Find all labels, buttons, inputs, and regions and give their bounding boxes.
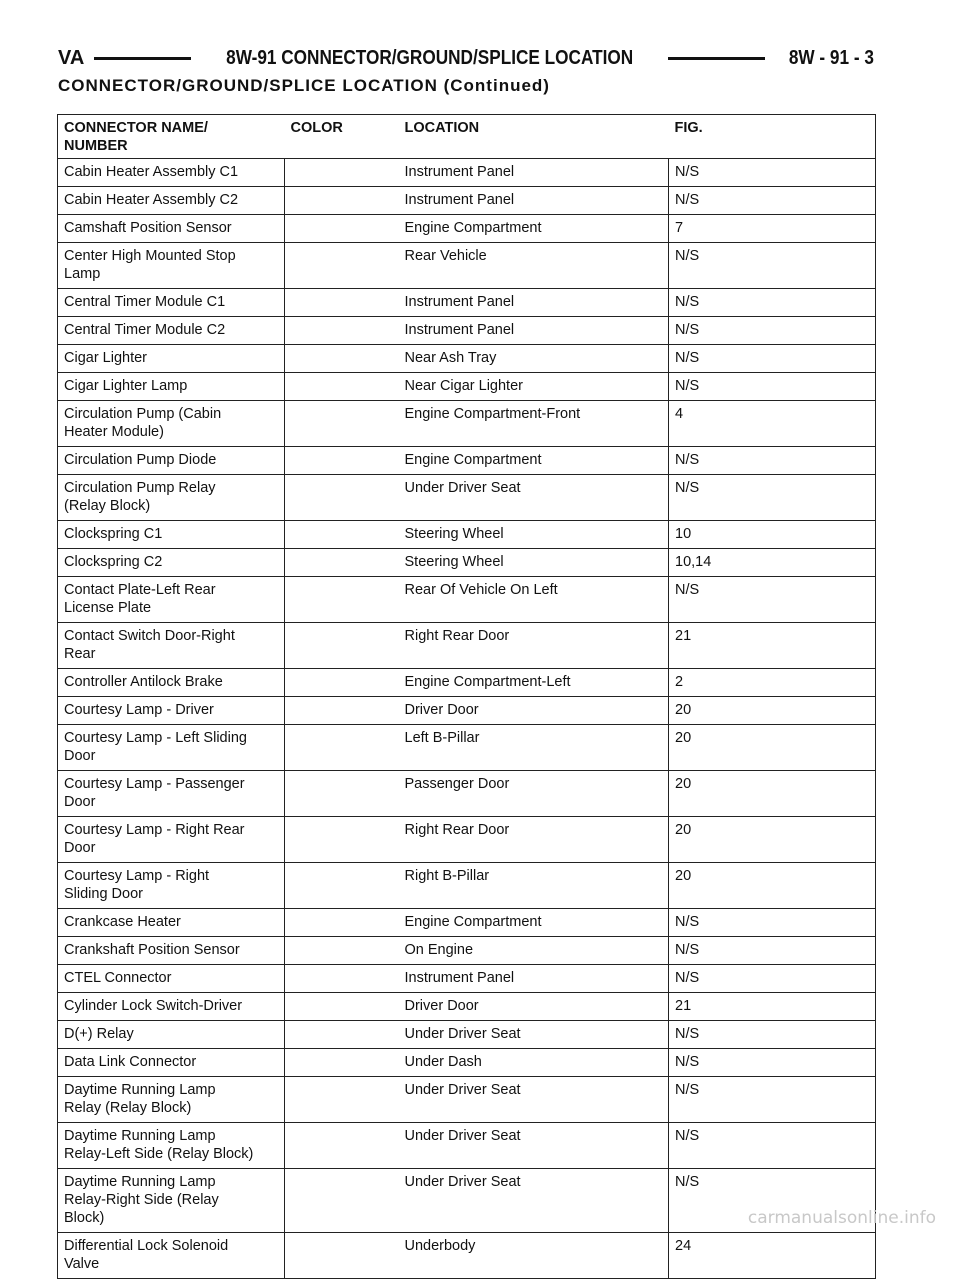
color-cell bbox=[285, 965, 399, 993]
fig-cell: 24 bbox=[669, 1233, 876, 1279]
fig-cell: N/S bbox=[669, 475, 876, 521]
connector-name-cell: Crankcase Heater bbox=[58, 909, 285, 937]
table-row bbox=[58, 1077, 876, 1123]
color-cell bbox=[285, 187, 399, 215]
location-cell: Under Driver Seat bbox=[399, 1123, 669, 1169]
fig-cell: 20 bbox=[669, 697, 876, 725]
color-cell bbox=[285, 475, 399, 521]
table-row bbox=[58, 771, 876, 817]
color-cell bbox=[285, 1233, 399, 1279]
header-section-code: VA bbox=[58, 46, 85, 69]
table-row bbox=[58, 1049, 876, 1077]
color-cell bbox=[285, 401, 399, 447]
fig-cell: 10 bbox=[669, 521, 876, 549]
connector-name-cell: Camshaft Position Sensor bbox=[58, 215, 285, 243]
color-cell bbox=[285, 1077, 399, 1123]
header-rule-left bbox=[94, 57, 191, 60]
location-cell: Steering Wheel bbox=[399, 521, 669, 549]
table-row bbox=[58, 1021, 876, 1049]
fig-cell: N/S bbox=[669, 1021, 876, 1049]
header-title: 8W-91 CONNECTOR/GROUND/SPLICE LOCATION bbox=[226, 46, 634, 69]
table-row bbox=[58, 817, 876, 863]
fig-cell: 21 bbox=[669, 623, 876, 669]
fig-cell: 2 bbox=[669, 669, 876, 697]
location-cell: Near Cigar Lighter bbox=[399, 373, 669, 401]
fig-cell: 21 bbox=[669, 993, 876, 1021]
header-rule-right bbox=[668, 57, 765, 60]
table-row bbox=[58, 669, 876, 697]
table-row bbox=[58, 993, 876, 1021]
connector-name-cell: Differential Lock Solenoid Valve bbox=[58, 1233, 285, 1279]
table-row bbox=[58, 159, 876, 187]
connector-location-table bbox=[57, 114, 876, 1279]
location-cell: Left B-Pillar bbox=[399, 725, 669, 771]
table-row bbox=[58, 401, 876, 447]
table-row bbox=[58, 725, 876, 771]
connector-name-cell: Central Timer Module C1 bbox=[58, 289, 285, 317]
table-row bbox=[58, 1233, 876, 1279]
location-cell: Engine Compartment bbox=[399, 909, 669, 937]
fig-cell: N/S bbox=[669, 373, 876, 401]
location-cell: Instrument Panel bbox=[399, 187, 669, 215]
connector-name-cell: Contact Plate-Left Rear License Plate bbox=[58, 577, 285, 623]
color-cell bbox=[285, 1049, 399, 1077]
location-cell: Under Driver Seat bbox=[399, 475, 669, 521]
connector-name-cell: Circulation Pump Diode bbox=[58, 447, 285, 475]
color-cell bbox=[285, 817, 399, 863]
table-row bbox=[58, 317, 876, 345]
color-cell bbox=[285, 863, 399, 909]
table-body bbox=[58, 159, 876, 1279]
connector-name-cell: Center High Mounted Stop Lamp bbox=[58, 243, 285, 289]
color-cell bbox=[285, 317, 399, 345]
fig-cell: 20 bbox=[669, 817, 876, 863]
color-cell bbox=[285, 373, 399, 401]
fig-cell: 4 bbox=[669, 401, 876, 447]
connector-name-cell: Circulation Pump Relay (Relay Block) bbox=[58, 475, 285, 521]
table-row bbox=[58, 863, 876, 909]
table-row bbox=[58, 243, 876, 289]
fig-cell: 7 bbox=[669, 215, 876, 243]
location-cell: Engine Compartment bbox=[399, 215, 669, 243]
connector-name-cell: Central Timer Module C2 bbox=[58, 317, 285, 345]
connector-name-cell: Courtesy Lamp - Right Sliding Door bbox=[58, 863, 285, 909]
location-cell: Near Ash Tray bbox=[399, 345, 669, 373]
fig-cell: N/S bbox=[669, 317, 876, 345]
connector-name-cell: Controller Antilock Brake bbox=[58, 669, 285, 697]
color-cell bbox=[285, 993, 399, 1021]
location-cell: Under Driver Seat bbox=[399, 1077, 669, 1123]
connector-name-cell: Crankshaft Position Sensor bbox=[58, 937, 285, 965]
connector-name-cell: Contact Switch Door-Right Rear bbox=[58, 623, 285, 669]
table-row bbox=[58, 475, 876, 521]
color-cell bbox=[285, 447, 399, 475]
connector-name-cell: CTEL Connector bbox=[58, 965, 285, 993]
connector-name-cell: D(+) Relay bbox=[58, 1021, 285, 1049]
fig-cell: N/S bbox=[669, 187, 876, 215]
table-row bbox=[58, 521, 876, 549]
fig-cell: N/S bbox=[669, 345, 876, 373]
table-row bbox=[58, 1123, 876, 1169]
fig-cell: N/S bbox=[669, 1123, 876, 1169]
connector-name-cell: Courtesy Lamp - Right Rear Door bbox=[58, 817, 285, 863]
connector-name-cell: Cylinder Lock Switch-Driver bbox=[58, 993, 285, 1021]
fig-cell: N/S bbox=[669, 909, 876, 937]
connector-name-cell: Clockspring C2 bbox=[58, 549, 285, 577]
table-row bbox=[58, 549, 876, 577]
location-cell: Engine Compartment-Front bbox=[399, 401, 669, 447]
location-cell: Rear Of Vehicle On Left bbox=[399, 577, 669, 623]
location-cell: Driver Door bbox=[399, 697, 669, 725]
fig-cell: 10,14 bbox=[669, 549, 876, 577]
connector-name-cell: Data Link Connector bbox=[58, 1049, 285, 1077]
color-cell bbox=[285, 1169, 399, 1233]
location-cell: Instrument Panel bbox=[399, 159, 669, 187]
watermark: carmanualsonline.info bbox=[747, 1208, 936, 1228]
connector-name-cell: Cigar Lighter Lamp bbox=[58, 373, 285, 401]
table-row bbox=[58, 289, 876, 317]
location-cell: Passenger Door bbox=[399, 771, 669, 817]
location-cell: Underbody bbox=[399, 1233, 669, 1279]
fig-cell: N/S bbox=[669, 243, 876, 289]
table-row bbox=[58, 577, 876, 623]
color-cell bbox=[285, 215, 399, 243]
fig-cell: N/S bbox=[669, 965, 876, 993]
color-cell bbox=[285, 771, 399, 817]
location-cell: Engine Compartment bbox=[399, 447, 669, 475]
color-cell bbox=[285, 909, 399, 937]
connector-name-cell: Daytime Running Lamp Relay-Right Side (Relay Block) bbox=[58, 1169, 285, 1233]
color-cell bbox=[285, 1021, 399, 1049]
connector-name-cell: Cabin Heater Assembly C2 bbox=[58, 187, 285, 215]
connector-name-cell: Daytime Running Lamp Relay-Left Side (Relay Block) bbox=[58, 1123, 285, 1169]
location-cell: Rear Vehicle bbox=[399, 243, 669, 289]
column-header-connector: CONNECTOR NAME/ NUMBER bbox=[58, 115, 285, 159]
color-cell bbox=[285, 669, 399, 697]
table-row bbox=[58, 909, 876, 937]
color-cell bbox=[285, 1123, 399, 1169]
table-row bbox=[58, 623, 876, 669]
table-row bbox=[58, 345, 876, 373]
table-row bbox=[58, 447, 876, 475]
connector-name-cell: Cigar Lighter bbox=[58, 345, 285, 373]
color-cell bbox=[285, 289, 399, 317]
color-cell bbox=[285, 697, 399, 725]
column-header-fig: FIG. bbox=[669, 115, 876, 159]
table-row bbox=[58, 373, 876, 401]
color-cell bbox=[285, 725, 399, 771]
table-row bbox=[58, 215, 876, 243]
connector-name-cell: Courtesy Lamp - Driver bbox=[58, 697, 285, 725]
location-cell: Right B-Pillar bbox=[399, 863, 669, 909]
color-cell bbox=[285, 521, 399, 549]
location-cell: Right Rear Door bbox=[399, 623, 669, 669]
table-row bbox=[58, 187, 876, 215]
column-header-color: COLOR bbox=[285, 115, 399, 159]
fig-cell: N/S bbox=[669, 937, 876, 965]
location-cell: Instrument Panel bbox=[399, 965, 669, 993]
fig-cell: N/S bbox=[669, 159, 876, 187]
page-header bbox=[58, 40, 874, 76]
column-header-location: LOCATION bbox=[399, 115, 669, 159]
connector-name-cell: Daytime Running Lamp Relay (Relay Block) bbox=[58, 1077, 285, 1123]
location-cell: Under Driver Seat bbox=[399, 1021, 669, 1049]
fig-cell: N/S bbox=[669, 577, 876, 623]
fig-cell: 20 bbox=[669, 771, 876, 817]
fig-cell: N/S bbox=[669, 289, 876, 317]
table-header-row bbox=[58, 115, 876, 159]
table-row bbox=[58, 965, 876, 993]
fig-cell: N/S bbox=[669, 1049, 876, 1077]
fig-cell: N/S bbox=[669, 447, 876, 475]
page-number: 8W - 91 - 3 bbox=[788, 46, 875, 69]
location-cell: Driver Door bbox=[399, 993, 669, 1021]
connector-name-cell: Clockspring C1 bbox=[58, 521, 285, 549]
color-cell bbox=[285, 623, 399, 669]
color-cell bbox=[285, 243, 399, 289]
location-cell: On Engine bbox=[399, 937, 669, 965]
fig-cell: 20 bbox=[669, 863, 876, 909]
fig-cell: N/S bbox=[669, 1169, 876, 1233]
location-cell: Under Driver Seat bbox=[399, 1169, 669, 1233]
location-cell: Steering Wheel bbox=[399, 549, 669, 577]
connector-name-cell: Courtesy Lamp - Passenger Door bbox=[58, 771, 285, 817]
color-cell bbox=[285, 937, 399, 965]
fig-cell: N/S bbox=[669, 1077, 876, 1123]
location-cell: Instrument Panel bbox=[399, 317, 669, 345]
color-cell bbox=[285, 345, 399, 373]
location-cell: Instrument Panel bbox=[399, 289, 669, 317]
table-row bbox=[58, 937, 876, 965]
connector-name-cell: Cabin Heater Assembly C1 bbox=[58, 159, 285, 187]
location-cell: Engine Compartment-Left bbox=[399, 669, 669, 697]
table-row bbox=[58, 697, 876, 725]
fig-cell: 20 bbox=[669, 725, 876, 771]
color-cell bbox=[285, 577, 399, 623]
page-subtitle: CONNECTOR/GROUND/SPLICE LOCATION (Continued) bbox=[58, 76, 550, 95]
location-cell: Right Rear Door bbox=[399, 817, 669, 863]
connector-name-cell: Circulation Pump (Cabin Heater Module) bbox=[58, 401, 285, 447]
connector-name-cell: Courtesy Lamp - Left Sliding Door bbox=[58, 725, 285, 771]
color-cell bbox=[285, 549, 399, 577]
location-cell: Under Dash bbox=[399, 1049, 669, 1077]
color-cell bbox=[285, 159, 399, 187]
